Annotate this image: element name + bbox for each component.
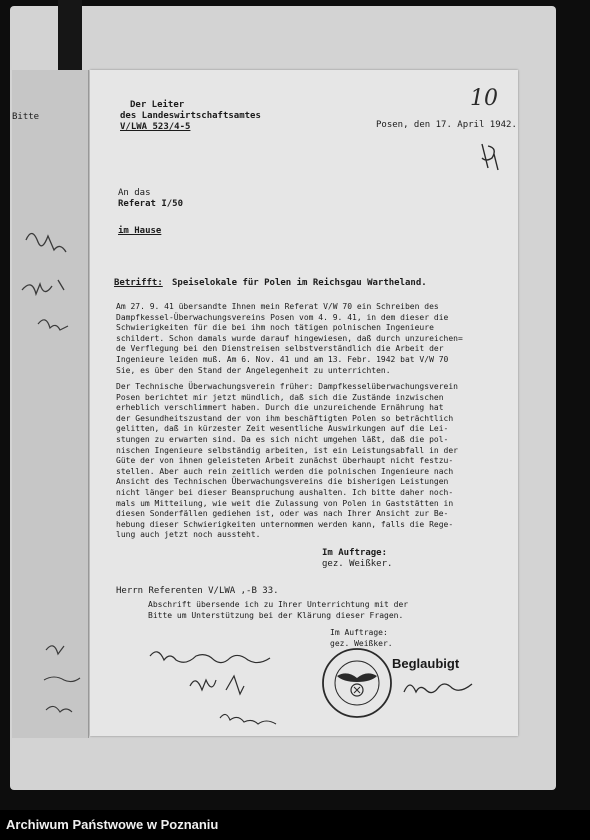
text-line: stungen zu erwarten sind. Da es sich nicht umgehen läßt, daß die pol-	[116, 434, 449, 444]
text-line: Ingenieure leiden muß. Am 6. Nov. 41 und am 13. Febr. 1942 bat V/W 70	[116, 354, 449, 364]
text-line: Sie, es über den Stand der Angelegenheit zu unterrichten.	[116, 365, 391, 375]
sender-line1: Der Leiter	[130, 100, 185, 110]
signature1-line1: Im Auftrage:	[322, 548, 388, 558]
text-line: Der Technische Überwachungsverein früher: Dampfkesselüberwachungsverein	[116, 382, 458, 391]
cc-line1: Herrn Referenten V/LWA ,-B 33.	[116, 586, 279, 596]
text-line: schildert. Schon damals wurde darauf hingewiesen, daß durch unzureichen=	[116, 333, 463, 343]
handwritten-initial	[478, 140, 502, 174]
text-line: Ansicht des Technischen Überwachungsvereins die bisherigen Leistungen	[116, 477, 449, 487]
text-line: mals um Mitteilung, wie weit die Zulassung von Polen in Gaststätten in	[116, 498, 454, 508]
body-paragraph-2	[116, 382, 458, 541]
handwritten-signature	[400, 676, 480, 702]
handwritten-margin-marks	[18, 220, 88, 350]
handwritten-notes	[130, 644, 320, 734]
text-line: Am 27. 9. 41 übersandte Ihnen mein Referat V/W 70 ein Schreiben des	[116, 302, 439, 311]
text-line: stellen. Aber auch rein zeitlich werden die polnischen Ingenieure nach	[116, 466, 454, 476]
handwritten-margin-marks-lower	[42, 630, 88, 730]
text-line: gez. Weißker.	[330, 638, 393, 648]
place-date: Posen, den 17. April 1942.	[376, 120, 517, 130]
body-paragraph-1	[116, 302, 463, 376]
text-line: nicht länger bei dieser Beanspruchung aushalten. Ich bitte daher noch-	[116, 487, 454, 497]
text-line: Schwierigkeiten für die bei ihm noch tätigen polnischen Ingenieure	[116, 323, 434, 333]
text-line: der Gesundheitszustand der von ihm beschäftigten Polen so beträchtlich	[116, 413, 454, 423]
text-line: Im Auftrage:	[330, 628, 388, 637]
reference-number: V/LWA 523/4-5	[120, 122, 191, 132]
text-line: Posen berichtet mir jetzt mündlich, daß sich die Zustände inzwischen	[116, 392, 444, 402]
text-line: de Verflegung bei den Dienstreisen selbstverständlich die Arbeit der	[116, 344, 444, 354]
addressee-line3: im Hause	[118, 226, 162, 236]
addressee-line1: An das	[118, 188, 151, 198]
cc-body	[148, 600, 408, 621]
left-margin-strip	[12, 70, 89, 738]
text-line: Abschrift übersende ich zu Ihrer Unterrichtung mit der	[148, 600, 409, 609]
archive-footer: Archiwum Państwowe w Poznaniu	[0, 810, 590, 840]
certification-stamp: Beglaubigt	[392, 656, 460, 671]
addressee-line2: Referat I/50	[118, 199, 184, 209]
subject-label: Betrifft:	[114, 278, 163, 288]
page-number: 10	[470, 86, 498, 111]
letter-page	[90, 70, 518, 736]
text-line: Güte der von ihnen geleisteten Arbeit zunächst überhaupt nicht festzu-	[116, 456, 454, 466]
margin-note: Bitte	[12, 112, 40, 122]
text-line: Bitte um Unterstützung bei der Klärung dieser Fragen.	[148, 610, 404, 620]
text-line: nischen Ingenieure selbständig arbeiten, ist ein Leistungsabfall in der	[116, 445, 458, 455]
text-line: diesen Sonderfällen gediehen ist, oder was nach Ihrer Ansicht zur Be-	[116, 509, 449, 519]
text-line: lung auch jetzt noch aussteht.	[116, 530, 261, 540]
sender-line2: des Landeswirtschaftsamtes	[120, 111, 261, 121]
official-seal-stamp	[320, 646, 394, 720]
text-line: gelitten, daß in kürzester Zeit wesentliche Auswirkungen auf die Lei-	[116, 424, 449, 434]
text-line: erheblich verschlimmert haben. Durch die unzureichende Ernährung hat	[116, 403, 444, 413]
binding-spine	[58, 0, 82, 72]
text-line: Dampfkessel-Überwachungsvereins Posen vom 4. 9. 41, in dem dieser die	[116, 312, 449, 322]
subject-text: Speiselokale für Polen im Reichsgau Wartheland.	[172, 278, 427, 288]
text-line: hebung dieser Schwierigkeiten unternommen werden kann, falls die Rege-	[116, 519, 454, 529]
signature1-line2: gez. Weißker.	[322, 559, 393, 569]
